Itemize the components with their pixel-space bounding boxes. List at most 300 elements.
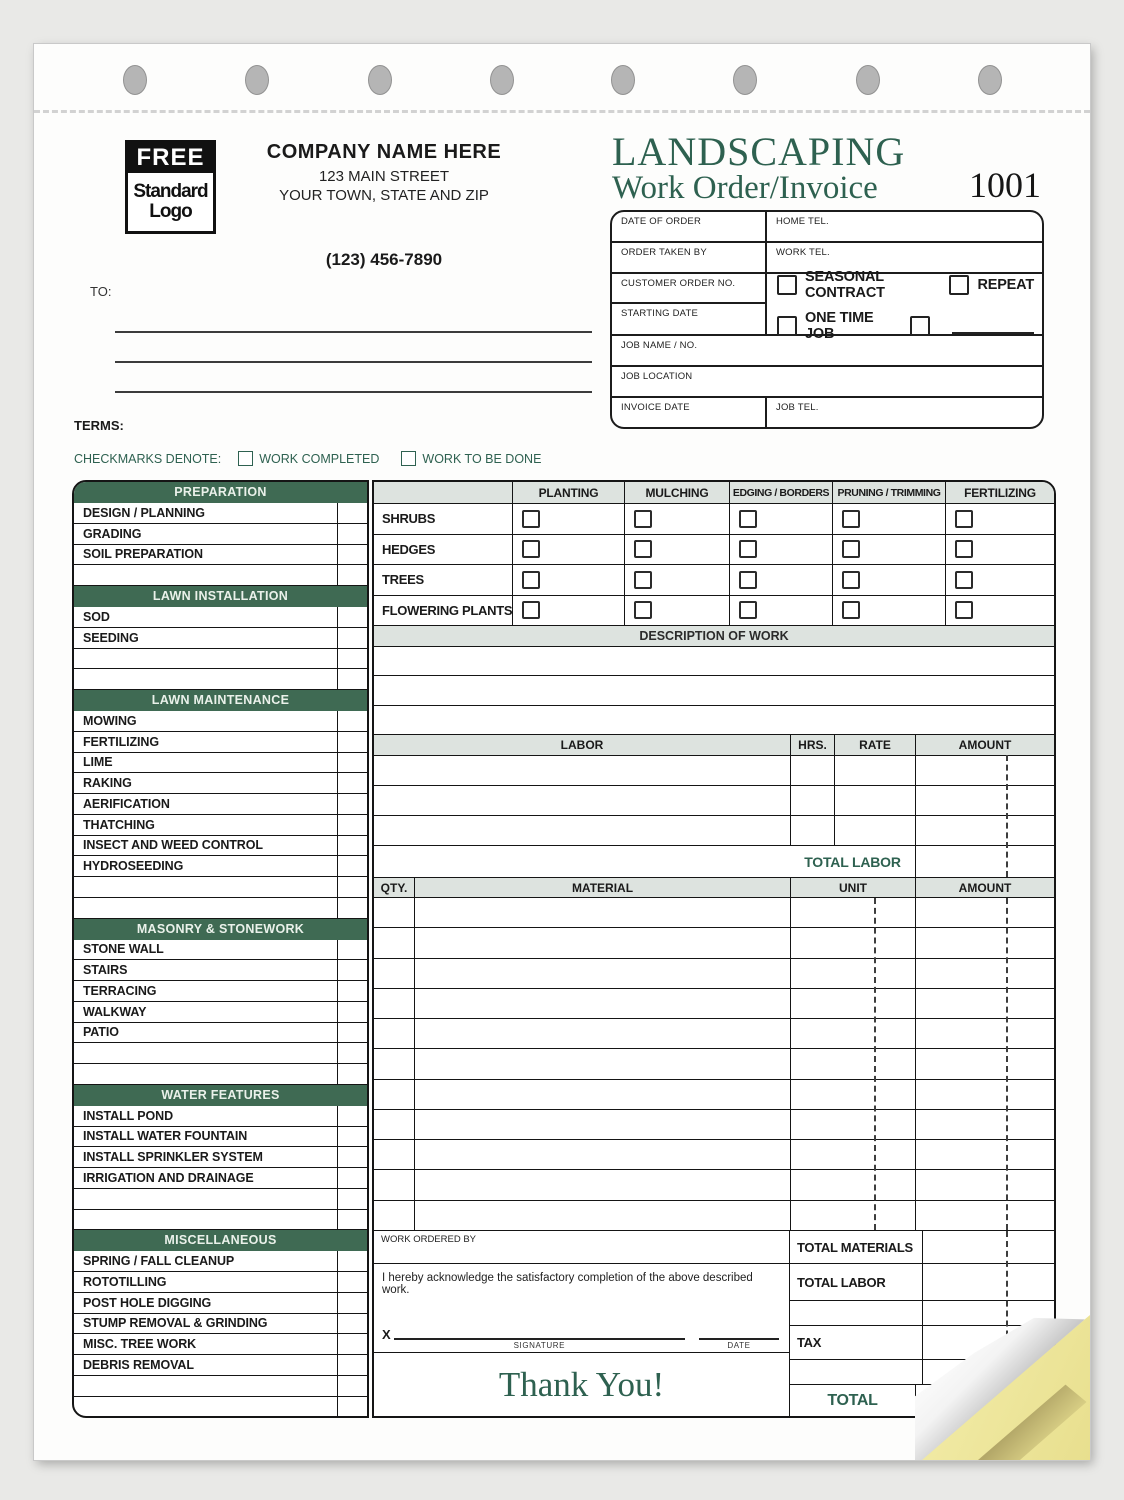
category-row [74,940,367,961]
category-write-in-cell[interactable] [337,1043,367,1063]
acknowledgement-text: I hereby acknowledge the satisfactory completion of the above described work. [382,1272,753,1296]
matrix-cell [624,535,729,565]
material-cell [790,1110,915,1139]
pin-feed-hole [611,65,635,95]
matrix-cell [729,535,832,565]
category-row [74,898,367,919]
category-label: INSTALL SPRINKLER SYSTEM [83,1150,263,1165]
category-row [74,836,367,857]
one-time-job-checkbox[interactable] [777,316,797,336]
recipient-line[interactable] [115,331,592,333]
category-label [74,1064,337,1084]
thank-you-cell [374,1353,789,1416]
category-label [74,1210,337,1230]
category-section-header: LAWN MAINTENANCE [74,690,367,711]
labor-column-header: RATE [834,735,915,755]
carbon-copy-page-curl [915,1315,1090,1460]
logo-text-free: FREE [128,143,213,173]
company-name: COMPANY NAME HERE [266,141,502,163]
category-write-in-cell[interactable] [337,815,367,835]
matrix-checkbox[interactable] [739,571,757,589]
work-to-be-done-checkbox[interactable] [401,451,416,466]
cents-rule [1006,755,1008,877]
category-row [74,711,367,732]
category-row [74,1023,367,1044]
category-section-header: LAWN INSTALLATION [74,586,367,607]
matrix-checkbox[interactable] [634,510,652,528]
total-row-label: TAX [797,1335,822,1350]
material-cell [414,1080,790,1109]
material-cell [414,1201,790,1230]
category-label: LIME [83,755,113,770]
category-write-in-cell[interactable] [337,545,367,565]
total-row-label [790,1360,922,1384]
material-row[interactable] [374,1140,1054,1170]
cents-rule [874,898,876,1230]
category-label: ROTOTILLING [83,1274,167,1289]
total-row-value-cell[interactable] [922,1264,1054,1300]
category-row [74,877,367,898]
category-row [74,1002,367,1023]
category-label: DEBRIS REMOVAL [83,1357,194,1372]
signature-caption: SIGNATURE [513,1341,566,1350]
material-cell [790,1201,915,1230]
category-row [74,960,367,981]
matrix-checkbox[interactable] [842,571,860,589]
terms-label: TERMS: [74,418,124,433]
logo-text-standard-logo: Standard Logo [133,181,208,222]
legend-label: CHECKMARKS DENOTE: [74,451,222,466]
category-write-in-cell[interactable] [337,753,367,773]
category-write-in-cell[interactable] [337,607,367,627]
category-row [74,1106,367,1127]
company-block [194,141,574,205]
category-row [74,669,367,690]
labor-row[interactable] [374,816,1054,845]
material-row[interactable] [374,959,1054,989]
category-label: INSTALL POND [83,1108,174,1123]
total-labor-row [374,845,1054,877]
category-write-in-cell[interactable] [337,877,367,897]
category-label: INSECT AND WEED CONTROL [83,838,263,853]
matrix-checkbox[interactable] [955,510,973,528]
material-cell [374,1019,414,1048]
labor-cell [834,786,915,815]
material-cell [374,1049,414,1078]
category-write-in-cell[interactable] [337,1355,367,1375]
pin-feed-hole [733,65,757,95]
matrix-row [374,534,1054,565]
matrix-checkbox[interactable] [522,510,540,528]
matrix-checkbox[interactable] [634,601,652,619]
date-of-order-field[interactable]: DATE OF ORDER [612,212,767,241]
matrix-checkbox[interactable] [955,601,973,619]
repeat-checkbox[interactable] [949,275,969,295]
category-row [74,815,367,836]
form-subtitle: Work Order/Invoice [612,170,878,206]
matrix-cell [945,565,1054,595]
category-label: FERTILIZING [83,734,159,749]
job-location-field[interactable]: JOB LOCATION [621,371,693,382]
category-section-header: MISCELLANEOUS [74,1230,367,1251]
matrix-cell [512,504,624,534]
company-phone: (123) 456-7890 [325,250,443,269]
material-row[interactable] [374,989,1054,1019]
category-write-in-cell[interactable] [337,836,367,856]
cents-rule [1006,898,1008,1230]
category-row [74,1064,367,1085]
category-write-in-cell[interactable] [337,1189,367,1209]
order-info-box [610,210,1044,429]
matrix-cell [832,535,945,565]
material-cell [414,959,790,988]
category-write-in-cell[interactable] [337,524,367,544]
category-write-in-cell[interactable] [337,940,367,960]
matrix-checkbox[interactable] [842,510,860,528]
order-taken-by-field[interactable]: ORDER TAKEN BY [612,243,767,272]
category-label: SOD [83,609,110,624]
category-write-in-cell[interactable] [337,565,367,585]
pin-feed-hole [978,65,1002,95]
category-write-in-cell[interactable] [337,1376,367,1396]
category-row [74,1272,367,1293]
home-tel-field[interactable]: HOME TEL. [776,216,829,227]
labor-cell [915,786,1054,815]
labor-cell [374,786,790,815]
material-cell [414,928,790,957]
materials-column-header: UNIT [790,878,915,897]
material-row[interactable] [374,1019,1054,1049]
material-cell [414,1049,790,1078]
category-write-in-cell[interactable] [337,1314,367,1334]
category-write-in-cell[interactable] [337,960,367,980]
material-cell [915,1049,1054,1078]
total-materials-label: TOTAL MATERIALS [797,1239,913,1255]
total-row-label: TOTAL LABOR [797,1274,886,1290]
category-write-in-cell[interactable] [337,503,367,523]
materials-column-header: MATERIAL [414,878,790,897]
planting-matrix-header [374,482,1054,503]
category-label: MOWING [83,713,137,728]
category-label: MISC. TREE WORK [83,1337,197,1352]
to-label: TO: [90,284,112,299]
work-tel-field[interactable]: WORK TEL. [776,247,830,258]
material-cell [414,989,790,1018]
matrix-cell [729,504,832,534]
category-row [74,1293,367,1314]
material-cell [790,959,915,988]
description-write-in-row[interactable] [374,676,1054,705]
material-cell [915,898,1054,927]
material-cell [790,928,915,957]
category-label: INSTALL WATER FOUNTAIN [83,1129,248,1144]
matrix-cell [512,596,624,626]
material-cell [915,1140,1054,1169]
seasonal-contract-checkbox[interactable] [777,275,797,295]
planting-matrix-body [374,503,1054,625]
material-cell [374,1140,414,1169]
address-line-2: YOUR TOWN, STATE AND ZIP [279,187,489,204]
category-label: TERRACING [83,983,157,998]
matrix-column-header: PLANTING [512,482,624,503]
material-cell [790,1049,915,1078]
form-title: LANDSCAPING [612,129,906,174]
invoice-date-field[interactable]: INVOICE DATE [612,398,767,427]
material-cell [374,898,414,927]
category-write-in-cell[interactable] [337,794,367,814]
form-sheet [34,44,1090,1460]
material-cell [915,928,1054,957]
category-write-in-cell[interactable] [337,628,367,648]
recipient-line[interactable] [115,391,592,393]
material-cell [414,898,790,927]
matrix-cell [512,565,624,595]
category-row [74,1189,367,1210]
labor-cell [790,786,834,815]
labor-cell [834,756,915,785]
category-row [74,1147,367,1168]
category-write-in-cell[interactable] [337,669,367,689]
description-write-in-row[interactable] [374,706,1054,734]
work-to-be-done-label: WORK TO BE DONE [422,451,542,466]
total-row-label: TOTAL [827,1391,878,1409]
matrix-cell [945,596,1054,626]
category-write-in-cell[interactable] [337,856,367,876]
material-cell [790,1019,915,1048]
total-labor-value-cell[interactable] [915,846,1054,877]
matrix-row [374,595,1054,626]
matrix-row-label: SHRUBS [382,511,436,527]
matrix-column-header: MULCHING [624,482,729,503]
labor-cell [915,756,1054,785]
matrix-checkbox[interactable] [842,601,860,619]
category-label [74,1043,337,1063]
x-label: X [382,1327,391,1342]
category-write-in-cell[interactable] [337,1397,367,1417]
material-row[interactable] [374,1049,1054,1079]
category-label [74,898,337,918]
category-write-in-cell[interactable] [337,1127,367,1147]
material-row[interactable] [374,1201,1054,1230]
category-label: STUMP REMOVAL & GRINDING [83,1316,268,1331]
category-row [74,732,367,753]
category-write-in-cell[interactable] [337,1210,367,1230]
labor-column-header: HRS. [790,735,834,755]
material-cell [915,1170,1054,1199]
category-write-in-cell[interactable] [337,1293,367,1313]
matrix-cell [945,504,1054,534]
material-cell [414,1110,790,1139]
category-write-in-cell[interactable] [337,1251,367,1271]
category-row [74,1127,367,1148]
labor-cell [915,816,1054,845]
matrix-corner-cell [374,482,512,503]
material-cell [915,959,1054,988]
category-label: SPRING / FALL CLEANUP [83,1254,235,1269]
category-row [74,607,367,628]
recipient-line[interactable] [115,361,592,363]
labor-cell [374,816,790,845]
material-row[interactable] [374,898,1054,928]
matrix-checkbox[interactable] [634,571,652,589]
customer-order-no-field[interactable]: CUSTOMER ORDER NO. [612,274,765,304]
category-write-in-cell[interactable] [337,898,367,918]
matrix-row [374,503,1054,534]
material-row[interactable] [374,1080,1054,1110]
category-row [74,1376,367,1397]
starting-date-field[interactable]: STARTING DATE [621,308,699,320]
material-cell [915,1201,1054,1230]
pin-feed-hole [368,65,392,95]
category-label [74,1397,337,1417]
material-cell [374,1080,414,1109]
category-write-in-cell[interactable] [337,1023,367,1043]
material-cell [790,989,915,1018]
category-write-in-cell[interactable] [337,1106,367,1126]
category-write-in-cell[interactable] [337,732,367,752]
material-cell [374,989,414,1018]
job-name-no-field[interactable]: JOB NAME / NO. [621,340,698,351]
category-label: STONE WALL [83,942,164,957]
labor-table-header [374,734,1054,755]
signature-line[interactable] [394,1328,685,1350]
category-write-in-cell[interactable] [337,1334,367,1354]
material-cell [790,1080,915,1109]
category-row [74,1043,367,1064]
category-label: RAKING [83,776,132,791]
matrix-checkbox[interactable] [522,571,540,589]
total-row [790,1264,1054,1301]
materials-table [374,897,1054,1230]
pin-feed-hole [245,65,269,95]
category-label: AERIFICATION [83,796,170,811]
category-row [74,1314,367,1335]
category-section-header: MASONRY & STONEWORK [74,919,367,940]
material-cell [915,1080,1054,1109]
matrix-checkbox[interactable] [955,571,973,589]
category-write-in-cell[interactable] [337,1147,367,1167]
other-checkbox[interactable] [910,316,930,336]
category-row [74,649,367,670]
material-row[interactable] [374,1110,1054,1140]
labor-table [374,755,1054,877]
material-cell [374,959,414,988]
pin-feed-hole [123,65,147,95]
matrix-checkbox[interactable] [634,540,652,558]
category-label: PATIO [83,1025,119,1040]
material-cell [790,1170,915,1199]
category-column [72,480,369,1418]
material-cell [790,1140,915,1169]
material-row[interactable] [374,1170,1054,1200]
category-label [74,565,337,585]
category-label [74,649,337,669]
total-materials-value-cell[interactable] [922,1231,1054,1263]
category-section-header: PREPARATION [74,482,367,503]
other-write-in-line[interactable] [952,318,1034,334]
work-detail-panel [372,480,1056,1418]
category-row [74,545,367,566]
material-cell [374,1201,414,1230]
category-write-in-cell[interactable] [337,711,367,731]
category-section-header: WATER FEATURES [74,1085,367,1106]
matrix-checkbox[interactable] [842,540,860,558]
checkmark-legend [74,451,541,466]
matrix-checkbox[interactable] [522,601,540,619]
category-row [74,1397,367,1417]
labor-row[interactable] [374,786,1054,816]
category-write-in-cell[interactable] [337,1002,367,1022]
category-write-in-cell[interactable] [337,981,367,1001]
matrix-cell [832,504,945,534]
labor-row[interactable] [374,756,1054,786]
materials-column-header: AMOUNT [915,878,1054,897]
matrix-checkbox[interactable] [739,510,757,528]
category-row [74,856,367,877]
repeat-label: REPEAT [977,276,1034,293]
category-write-in-cell[interactable] [337,1168,367,1188]
matrix-cell [512,535,624,565]
material-cell [374,1170,414,1199]
matrix-checkbox[interactable] [955,540,973,558]
job-tel-field[interactable]: JOB TEL. [776,402,819,413]
labor-cell [790,756,834,785]
material-cell [915,1110,1054,1139]
matrix-checkbox[interactable] [739,601,757,619]
matrix-cell [624,596,729,626]
materials-table-header [374,877,1054,897]
material-cell [374,928,414,957]
matrix-row-label: TREES [382,572,424,588]
category-write-in-cell[interactable] [337,649,367,669]
matrix-cell [832,565,945,595]
category-label: SEEDING [83,630,139,645]
matrix-cell [624,504,729,534]
description-write-in-row[interactable] [374,647,1054,676]
work-completed-checkbox[interactable] [238,451,253,466]
category-label: SOIL PREPARATION [83,547,203,562]
matrix-column-header: EDGING / BORDERS [729,482,832,503]
category-row [74,503,367,524]
material-cell [414,1140,790,1169]
work-completed-label: WORK COMPLETED [259,451,380,466]
one-time-job-label: ONE TIME JOB [805,309,874,342]
category-label: WALKWAY [83,1004,147,1019]
matrix-cell [624,565,729,595]
matrix-row-label: FLOWERING PLANTS [382,602,513,618]
matrix-cell [729,565,832,595]
seasonal-contract-label: SEASONAL CONTRACT [805,268,885,301]
material-cell [374,1110,414,1139]
work-ordered-by-field[interactable]: WORK ORDERED BY [374,1231,790,1263]
category-write-in-cell[interactable] [337,773,367,793]
category-row [74,794,367,815]
matrix-cell [729,596,832,626]
category-row [74,628,367,649]
matrix-checkbox[interactable] [739,540,757,558]
material-row[interactable] [374,928,1054,958]
category-write-in-cell[interactable] [337,1272,367,1292]
category-row [74,1210,367,1231]
category-label: DESIGN / PLANNING [83,505,205,520]
matrix-cell [832,596,945,626]
category-row [74,524,367,545]
category-write-in-cell[interactable] [337,1064,367,1084]
labor-cell [790,816,834,845]
matrix-checkbox[interactable] [522,540,540,558]
category-row [74,565,367,586]
date-line[interactable] [699,1328,779,1350]
